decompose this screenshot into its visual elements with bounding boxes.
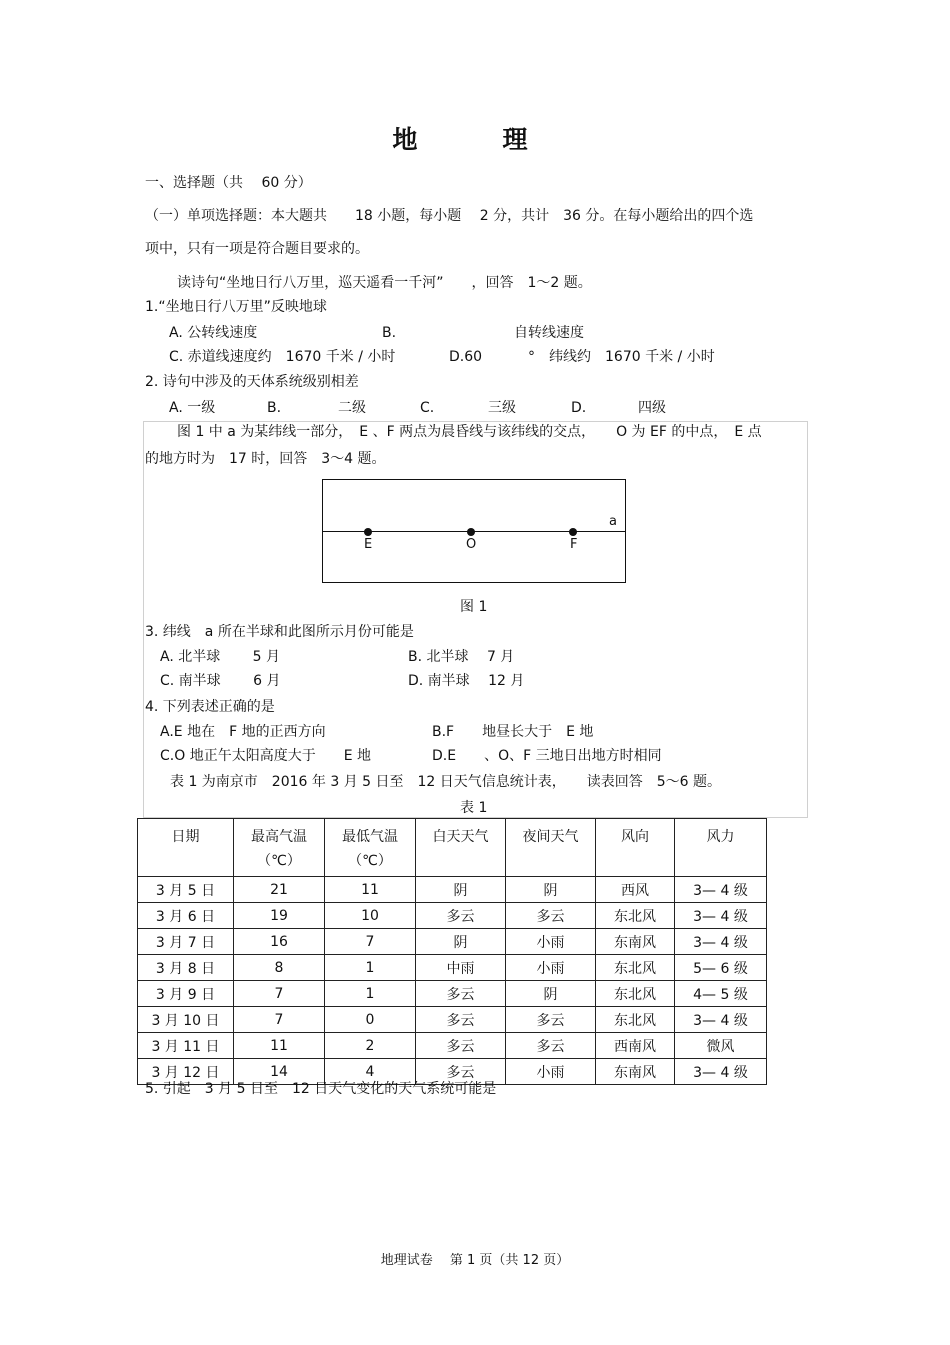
cell-night-weather: 阴 — [506, 877, 596, 903]
cell-day-weather: 阴 — [416, 877, 506, 903]
table-1-caption: 表 1 — [460, 800, 488, 816]
table-row — [138, 929, 767, 955]
question-5-stem: 5. 引起 3 月 5 日至 12 日天气变化的天气系统可能是 — [145, 1081, 497, 1097]
question-2-option-c-text: 三级 — [488, 400, 516, 416]
cell-date: 3 月 10 日 — [138, 1007, 234, 1033]
cell-wind-direction: 东北风 — [596, 955, 675, 981]
cell-min-temp: 10 — [325, 903, 416, 929]
question-3-option-a: A. 北半球 5 月 — [160, 649, 281, 665]
question-4-option-b: B.F 地昼长大于 E 地 — [432, 724, 594, 740]
page-title: 地 理 — [392, 125, 558, 154]
cell-wind-direction: 东南风 — [596, 1059, 675, 1085]
table-row — [138, 981, 767, 1007]
cell-max-temp: 7 — [234, 981, 325, 1007]
cell-date: 3 月 6 日 — [138, 903, 234, 929]
table-row — [138, 877, 767, 903]
cell-wind-direction: 东北风 — [596, 981, 675, 1007]
cell-day-weather: 多云 — [416, 1007, 506, 1033]
subsection-instructions-line1: （一）单项选择题：本大题共 18 小题，每小题 2 分，共计 36 分。在每小题给出的四个选 — [145, 208, 754, 224]
question-4-stem: 4. 下列表述正确的是 — [145, 699, 275, 715]
cell-date: 3 月 8 日 — [138, 955, 234, 981]
line-a-label: a — [609, 514, 617, 529]
cell-max-temp: 19 — [234, 903, 325, 929]
cell-day-weather: 多云 — [416, 1033, 506, 1059]
header-date — [138, 819, 234, 877]
cell-min-temp: 1 — [325, 955, 416, 981]
figure-1-caption: 图 1 — [460, 599, 488, 615]
header-wind-force — [675, 819, 767, 877]
cell-max-temp: 21 — [234, 877, 325, 903]
cell-min-temp: 4 — [325, 1059, 416, 1085]
cell-night-weather: 小雨 — [506, 929, 596, 955]
cell-wind-force: 3— 4 级 — [675, 1059, 767, 1085]
subsection-instructions-line2: 项中，只有一项是符合题目要求的。 — [145, 241, 369, 257]
question-4-option-d: D.E 、O、F 三地日出地方时相同 — [432, 748, 662, 764]
question-1-option-c: C. 赤道线速度约 1670 千米 / 小时 — [169, 349, 396, 365]
cell-day-weather: 多云 — [416, 981, 506, 1007]
cell-wind-direction: 东北风 — [596, 903, 675, 929]
question-1-option-b-letter: B. — [382, 325, 397, 341]
cell-wind-force: 4— 5 级 — [675, 981, 767, 1007]
question-2-option-b-text: 二级 — [338, 400, 366, 416]
question-1-option-d-text: ° 纬线约 1670 千米 / 小时 — [528, 349, 715, 365]
cell-max-temp: 11 — [234, 1033, 325, 1059]
question-2-option-c-letter: C. — [420, 400, 435, 416]
point-e-dot — [364, 528, 372, 536]
header-day-weather-text: 白天天气 — [432, 829, 489, 845]
table-row — [138, 903, 767, 929]
cell-max-temp: 7 — [234, 1007, 325, 1033]
table-row — [138, 955, 767, 981]
cell-day-weather: 多云 — [416, 903, 506, 929]
intro-figure-1-line1: 图 1 中 a 为某纬线一部分， E 、F 两点为晨昏线与该纬线的交点， O 为 EF 的中点， E 点 — [177, 424, 762, 440]
cell-night-weather: 多云 — [506, 1007, 596, 1033]
header-night-weather-text: 夜间天气 — [522, 829, 579, 845]
point-o-dot — [467, 528, 475, 536]
question-1-option-a: A. 公转线速度 — [169, 325, 258, 341]
question-2-option-b-letter: B. — [267, 400, 282, 416]
cell-date: 3 月 5 日 — [138, 877, 234, 903]
question-4-option-a: A.E 地在 F 地的正西方向 — [160, 724, 326, 740]
cell-wind-direction: 西南风 — [596, 1033, 675, 1059]
header-night-weather — [506, 819, 596, 877]
cell-wind-direction: 东北风 — [596, 1007, 675, 1033]
header-wind-direction — [596, 819, 675, 877]
header-day-weather — [416, 819, 506, 877]
cell-max-temp: 14 — [234, 1059, 325, 1085]
weather-table — [137, 818, 767, 1085]
cell-wind-force: 3— 4 级 — [675, 929, 767, 955]
question-3-option-d: D. 南半球 12 月 — [408, 673, 525, 689]
cell-wind-force: 3— 4 级 — [675, 903, 767, 929]
cell-date: 3 月 7 日 — [138, 929, 234, 955]
point-f-dot — [569, 528, 577, 536]
cell-min-temp: 7 — [325, 929, 416, 955]
question-2-option-d-text: 四级 — [638, 400, 666, 416]
cell-wind-force: 3— 4 级 — [675, 877, 767, 903]
header-wind-force-text: 风力 — [706, 829, 735, 845]
cell-wind-direction: 西风 — [596, 877, 675, 903]
question-1-option-b-text: 自转线速度 — [514, 325, 584, 341]
section-heading: 一、选择题（共 60 分） — [145, 175, 312, 191]
page-footer: 地理试卷 第 1 页（共 12 页） — [380, 1253, 570, 1268]
intro-figure-1-line2: 的地方时为 17 时，回答 3～4 题。 — [145, 451, 386, 467]
point-e-label: E — [364, 537, 373, 552]
cell-min-temp: 1 — [325, 981, 416, 1007]
cell-day-weather: 阴 — [416, 929, 506, 955]
question-3-stem: 3. 纬线 a 所在半球和此图所示月份可能是 — [145, 624, 414, 640]
cell-max-temp: 16 — [234, 929, 325, 955]
header-wind-direction-text: 风向 — [621, 829, 649, 845]
cell-min-temp: 2 — [325, 1033, 416, 1059]
question-1-option-d-letter: D.60 — [449, 349, 483, 365]
question-3-option-b: B. 北半球 7 月 — [408, 649, 515, 665]
table-header-row — [138, 819, 767, 877]
header-max-temp — [234, 819, 325, 877]
header-min-temp-text: 最低气温 （℃） — [342, 829, 398, 869]
cell-min-temp: 0 — [325, 1007, 416, 1033]
question-3-option-c: C. 南半球 6 月 — [160, 673, 281, 689]
intro-table-1: 表 1 为南京市 2016 年 3 月 5 日至 12 日天气信息统计表， 读表回答 5～6 题。 — [170, 774, 722, 790]
intro-poem: 读诗句“坐地日行八万里，巡天遥看一千河” ，回答 1～2 题。 — [177, 275, 592, 291]
header-max-temp-text: 最高气温 （℃） — [251, 829, 307, 869]
cell-wind-force: 微风 — [675, 1033, 767, 1059]
cell-night-weather: 小雨 — [506, 1059, 596, 1085]
question-2-stem: 2. 诗句中涉及的天体系统级别相差 — [145, 374, 359, 390]
cell-min-temp: 11 — [325, 877, 416, 903]
question-4-option-c: C.O 地正午太阳高度大于 E 地 — [160, 748, 371, 764]
header-date-text: 日期 — [171, 829, 200, 845]
question-1-stem: 1.“坐地日行八万里”反映地球 — [145, 299, 327, 315]
cell-night-weather: 多云 — [506, 903, 596, 929]
table-row — [138, 1007, 767, 1033]
cell-wind-force: 3— 4 级 — [675, 1007, 767, 1033]
cell-wind-direction: 东南风 — [596, 929, 675, 955]
question-2-option-d-letter: D. — [571, 400, 587, 416]
table-row — [138, 1033, 767, 1059]
cell-max-temp: 8 — [234, 955, 325, 981]
point-f-label: F — [570, 537, 578, 552]
cell-wind-force: 5— 6 级 — [675, 955, 767, 981]
cell-night-weather: 小雨 — [506, 955, 596, 981]
cell-night-weather: 阴 — [506, 981, 596, 1007]
question-2-option-a: A. 一级 — [169, 400, 216, 416]
header-min-temp — [325, 819, 416, 877]
cell-day-weather: 多云 — [416, 1059, 506, 1085]
point-o-label: O — [466, 537, 477, 552]
cell-date: 3 月 9 日 — [138, 981, 234, 1007]
cell-date: 3 月 12 日 — [138, 1059, 234, 1085]
cell-date: 3 月 11 日 — [138, 1033, 234, 1059]
cell-night-weather: 多云 — [506, 1033, 596, 1059]
cell-day-weather: 中雨 — [416, 955, 506, 981]
table-body — [138, 877, 767, 1085]
